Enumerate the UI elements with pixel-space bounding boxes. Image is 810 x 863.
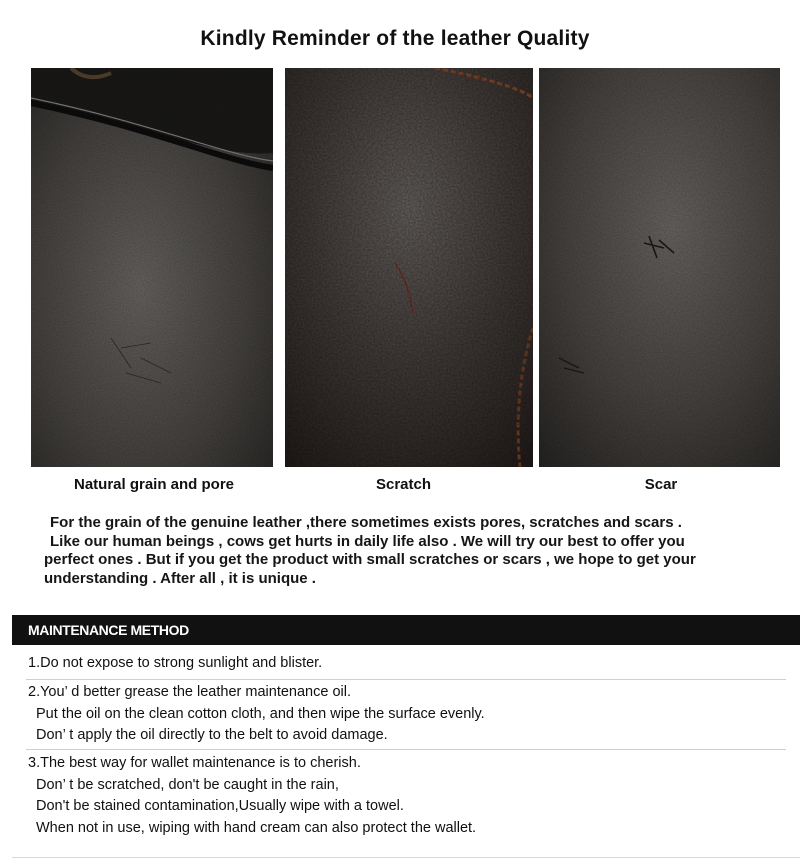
maintenance-header-label: MAINTENANCE METHOD [28, 622, 189, 638]
note-line: For the grain of the genuine leather ,there sometimes exists pores, scratches and scars . [50, 514, 682, 531]
caption-grain: Natural grain and pore [73, 476, 235, 493]
step-line: Don't be stained contamination,Usually wipe with a towel. [36, 798, 404, 814]
leather-grain-photo [31, 68, 273, 467]
note-line: Like our human beings , cows get hurts in daily life also . We will try our best to offer you [50, 532, 685, 550]
maintenance-step-2 [28, 682, 485, 747]
leather-scratch-photo [285, 68, 533, 467]
leather-scar-photo [539, 68, 780, 467]
quality-note [44, 514, 774, 588]
caption-scar: Scar [644, 476, 678, 493]
divider [26, 679, 786, 680]
page-title: Kindly Reminder of the leather Quality [200, 27, 590, 50]
note-line: perfect ones . But if you get the product with small scratches or scars , we hope to get your [44, 551, 696, 568]
caption-scratch: Scratch [375, 476, 432, 493]
step-line: 3.The best way for wallet maintenance is to cherish. [28, 755, 361, 771]
step-line: 2.You’ d better grease the leather maintenance oil. [28, 684, 351, 700]
step-line: Don’ t be scratched, don't be caught in the rain, [36, 776, 339, 793]
step-line: Don’ t apply the oil directly to the belt to avoid damage. [36, 727, 388, 743]
step-line: 1.Do not expose to strong sunlight and blister. [28, 655, 323, 671]
maintenance-step-3 [28, 753, 476, 839]
maintenance-step-1 [28, 653, 322, 675]
step-line: When not in use, wiping with hand cream can also protect the wallet. [36, 819, 477, 836]
note-line: understanding . After all , it is unique . [44, 569, 316, 587]
step-line: Put the oil on the clean cotton cloth, and then wipe the surface evenly. [36, 705, 485, 722]
maintenance-header [12, 615, 800, 645]
divider [26, 749, 786, 750]
maintenance-body [12, 645, 800, 858]
